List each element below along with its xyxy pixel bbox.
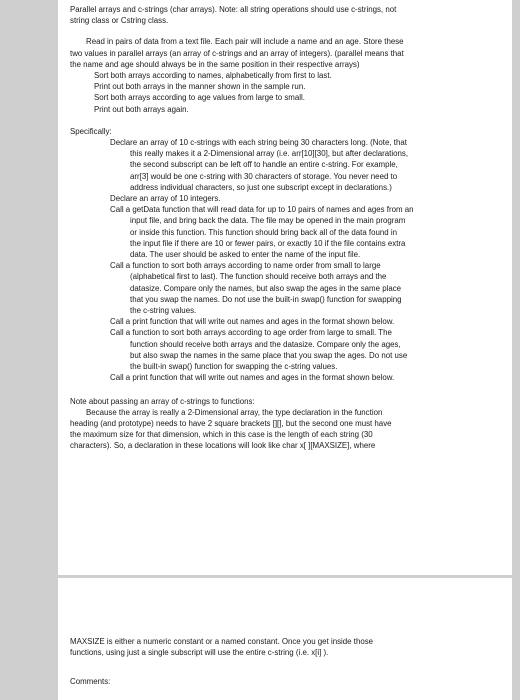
spec-item (70, 327, 508, 372)
text-line: that you swap the names. Do not use the built-in swap() function for swapping (130, 294, 402, 304)
text-line: the name and age should always be in the same position in their respective arrays) (70, 59, 360, 69)
text-line: Call a function to sort both arrays according to age order from large to small. The (110, 328, 392, 338)
spec-item (70, 372, 508, 383)
text-line: (alphabetical first to last). The function should receive both arrays and the (130, 272, 387, 282)
text-line: Call a function to sort both arrays according to name order from small to large (110, 261, 381, 271)
note-paragraph (70, 407, 508, 452)
text-line: Declare an array of 10 c-strings with each string being 30 characters long. (Note, that (110, 138, 407, 148)
spec-item (70, 260, 508, 316)
step-line: Print out both arrays in the manner shown in the sample run. (94, 82, 306, 92)
steps-list (86, 70, 508, 115)
spec-item (70, 316, 508, 327)
comments-heading: Comments: (70, 677, 111, 687)
text-line: the second subscript can be left off to handle an entire c-string. For example, (130, 160, 398, 170)
document-page-1 (58, 0, 512, 575)
text-line: heading (and prototype) needs to have 2 square brackets [][], but the second one must have (70, 418, 392, 428)
text-line: input file, and bring back the data. The file may be opened in the main program (130, 216, 406, 226)
step-line: Sort both arrays according to names, alphabetically from first to last. (94, 71, 332, 81)
intro-paragraph (70, 4, 508, 26)
text-line: two values in parallel arrays (an array of c-strings and an array of integers). (parallel means that (70, 48, 404, 58)
text-line: address individual characters, so just one subscript except in declarations.) (130, 182, 392, 192)
text-line: Call a print function that will write out names and ages in the format shown below. (110, 317, 395, 327)
text-line: Declare an array of 10 integers. (110, 194, 221, 204)
text-line: or inside this function. This function should bring back all of the data found in (130, 227, 397, 237)
text-line: Call a getData function that will read data for up to 10 pairs of names and ages from an (110, 205, 414, 215)
text-line: string class or Cstring class. (70, 16, 169, 26)
text-line: Parallel arrays and c-strings (char arrays). Note: all string operations should use c-strings, not (70, 5, 397, 14)
text-line: Call a print function that will write out names and ages in the format shown below. (110, 373, 395, 383)
step-line: Print out both arrays again. (94, 104, 189, 114)
spec-item (70, 204, 508, 260)
step-line: Sort both arrays according to age values from large to small. (94, 93, 305, 103)
text-line: data. The user should be asked to enter the name of the input file. (130, 250, 361, 260)
text-line: Because the array is really a 2-Dimensional array, the type declaration in the function (86, 407, 383, 417)
document-page-2 (58, 578, 512, 700)
text-line: characters). So, a declaration in these locations will look like char x[ ][MAXSIZE], where (70, 441, 376, 451)
spec-item (70, 193, 508, 204)
text-line: but also swap the names in the same place that you swap the ages. Do not use (130, 350, 408, 360)
text-line: Read in pairs of data from a text file. Each pair will include a name and an age. Store these (86, 37, 404, 47)
specifically-heading: Specifically: (70, 126, 112, 136)
text-line: this really makes it a 2-Dimensional array (i.e. arr[10][30], but after declarations, (130, 149, 409, 159)
text-line: function should receive both arrays and the datasize. Compare only the ages, (130, 339, 401, 349)
text-line: the built-in swap() function for swapping the c-string values. (130, 362, 338, 372)
text-line: arr[3] would be one c-string with 30 characters of storage. You never need to (130, 171, 398, 181)
text-line: MAXSIZE is either a numeric constant or a named constant. Once you get inside those (70, 637, 374, 646)
instructions-paragraph (70, 36, 508, 114)
spec-item (70, 137, 508, 193)
note-heading: Note about passing an array of c-strings to functions: (70, 396, 255, 406)
text-line: the c-string values. (130, 306, 197, 316)
text-line: the maximum size for that dimension, which in this case is the length of each string (30 (70, 430, 373, 440)
text-line: functions, using just a single subscript will use the entire c-string (i.e. x[i] ). (70, 648, 329, 658)
text-line: the input file if there are 10 or fewer pairs, or exactly 10 if the file contains extra (130, 238, 406, 248)
text-line: datasize. Compare only the names, but also swap the ages in the same place (130, 283, 402, 293)
spec-items (70, 137, 508, 383)
